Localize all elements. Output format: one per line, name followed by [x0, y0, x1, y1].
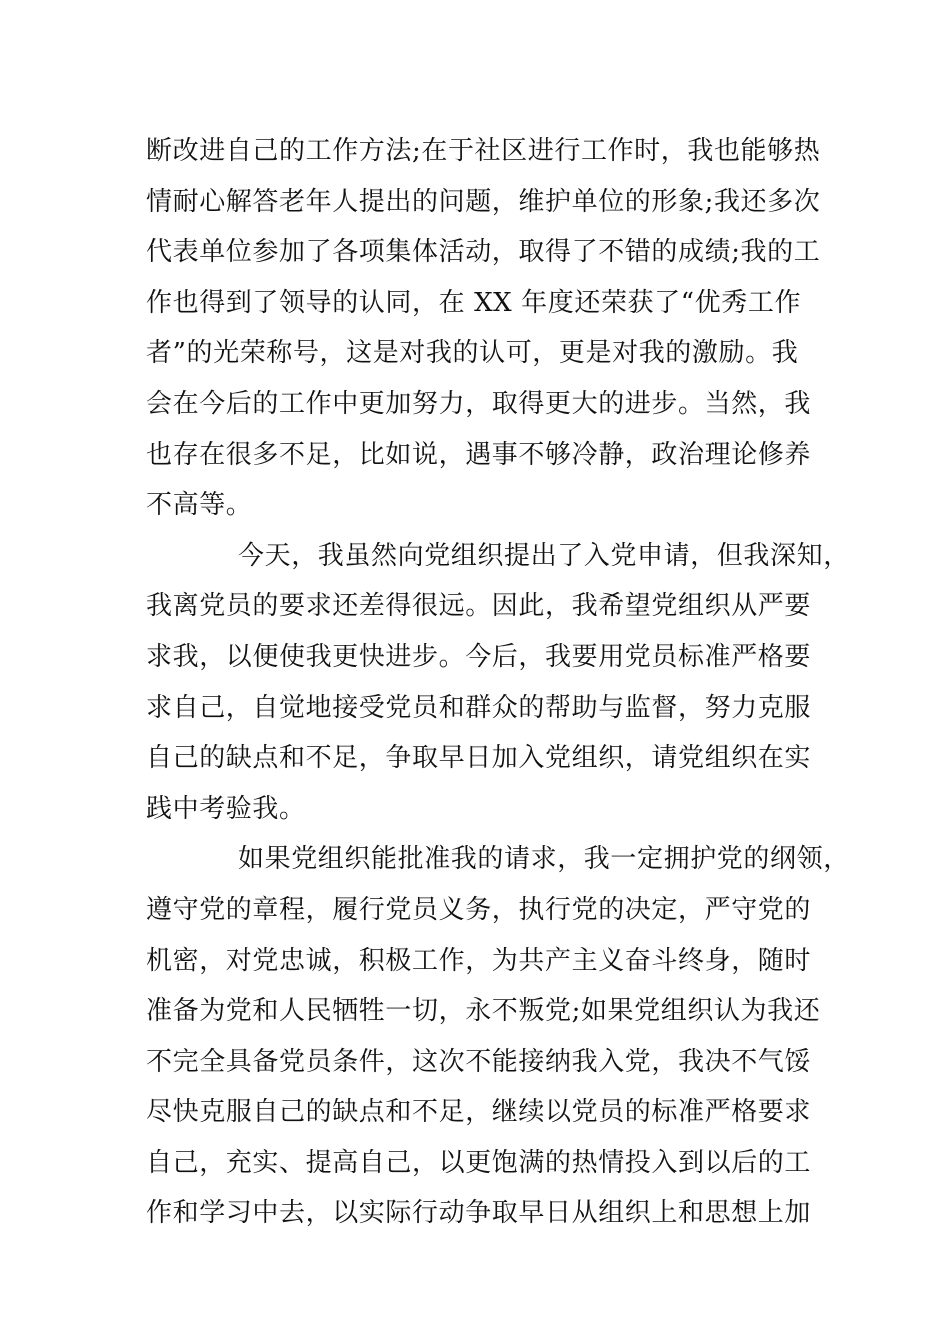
- paragraph-2-line-1: 今天，我虽然向党组织提出了入党申请，但我深知，: [238, 540, 850, 571]
- paragraph-1-line-1: 断改进自己的工作方法;在于社区进行工作时，我也能够热: [146, 136, 821, 166]
- paragraph-2-line-3: 求我，以便使我更快进步。今后，我要用党员标准严格要: [146, 641, 812, 672]
- paragraph-3-line-1: 如果党组织能批准我的请求，我一定拥护党的纲领，: [238, 844, 850, 875]
- document-body: [146, 126, 850, 1239]
- paragraph-3-line-5: 不完全具备党员条件，这次不能接纳我入党，我决不气馁: [146, 1046, 812, 1077]
- paragraph-1-line-4: 作也得到了领导的认同，在 XX 年度还荣获了“优秀工作: [146, 287, 802, 318]
- paragraph-1-line-8: 不高等。: [146, 490, 253, 521]
- paragraph-3-line-6: 尽快克服自己的缺点和不足，继续以党员的标准严格要求: [146, 1097, 812, 1128]
- paragraph-3-line-3: 机密，对党忠诚，积极工作，为共产主义奋斗终身，随时: [146, 945, 812, 976]
- paragraph-1-line-2: 情耐心解答老年人提出的问题，维护单位的形象;我还多次: [146, 186, 821, 217]
- paragraph-3-line-7: 自己，充实、提高自己，以更饱满的热情投入到以后的工: [146, 1147, 812, 1178]
- paragraph-3-line-8: 作和学习中去，以实际行动争取早日从组织上和思想上加: [146, 1198, 812, 1229]
- paragraph-2-line-5: 自己的缺点和不足，争取早日加入党组织，请党组织在实: [146, 743, 812, 774]
- paragraph-1-line-5: 者”的光荣称号，这是对我的认可，更是对我的激励。我: [146, 338, 799, 369]
- paragraph-2-line-4: 求自己，自觉地接受党员和群众的帮助与监督，努力克服: [146, 692, 812, 723]
- paragraph-2-line-6: 践中考验我。: [146, 793, 306, 824]
- paragraph-1-line-3: 代表单位参加了各项集体活动，取得了不错的成绩;我的工: [146, 237, 821, 268]
- paragraph-3-line-2: 遵守党的章程，履行党员义务，执行党的决定，严守党的: [146, 894, 812, 925]
- paragraph-3-line-4: 准备为党和人民牺牲一切，永不叛党;如果党组织认为我还: [146, 996, 821, 1027]
- paragraph-1-line-7: 也存在很多不足，比如说，遇事不够冷静，政治理论修养: [146, 439, 812, 470]
- paragraph-2-line-2: 我离党员的要求还差得很远。因此，我希望党组织从严要: [146, 591, 812, 622]
- paragraph-1-line-6: 会在今后的工作中更加努力，取得更大的进步。当然，我: [146, 388, 812, 419]
